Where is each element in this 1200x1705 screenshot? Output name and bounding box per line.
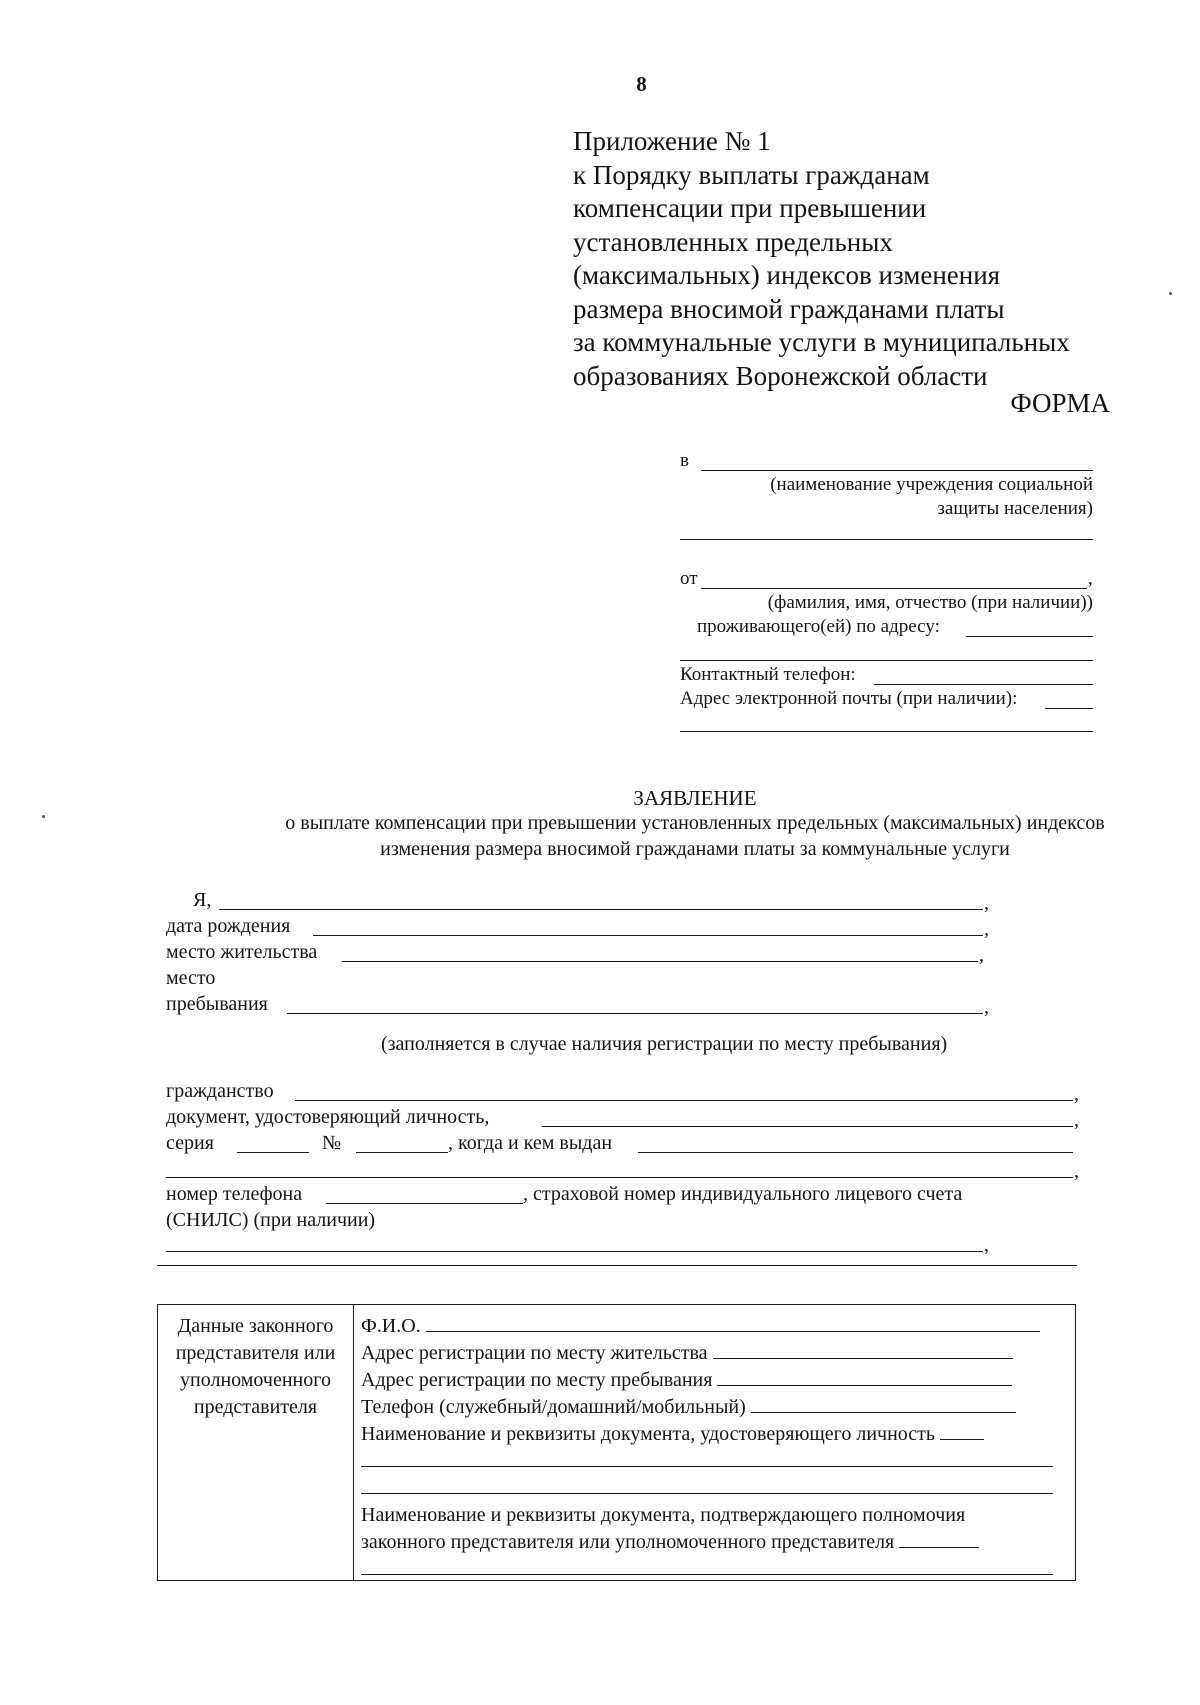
- appendix-line: к Порядку выплаты гражданам: [573, 159, 930, 190]
- form-label: ФОРМА: [1010, 388, 1110, 418]
- institution-field-continued[interactable]: [680, 539, 1093, 540]
- snils-label: , страховой номер индивидуального лицевого счета: [523, 1183, 963, 1205]
- residing-field[interactable]: [966, 636, 1093, 637]
- scan-speck: [42, 815, 45, 818]
- stay-field[interactable]: [287, 1013, 983, 1014]
- name-hint: (фамилия, имя, отчество (при наличии)): [767, 592, 1093, 613]
- series-label: серия: [166, 1132, 214, 1154]
- residence-field[interactable]: [342, 961, 978, 962]
- statement-title: ЗАЯВЛЕНИЕ: [633, 786, 757, 810]
- comma: ,: [984, 918, 989, 940]
- contact-phone-label: Контактный телефон:: [680, 664, 856, 685]
- table-divider: [353, 1305, 354, 1580]
- stay-label: место: [166, 967, 216, 989]
- email-field[interactable]: [1045, 708, 1093, 709]
- comma: ,: [1074, 1083, 1079, 1105]
- citizenship-field[interactable]: [295, 1100, 1073, 1101]
- comma: ,: [984, 892, 989, 914]
- rep-auth-doc-label: законного представителя или уполномоченного представителя: [361, 1531, 895, 1553]
- reg-residence-label: Адрес регистрации по месту жительства: [361, 1342, 708, 1364]
- phone-field[interactable]: [326, 1203, 523, 1204]
- birth-date-field[interactable]: [313, 935, 983, 936]
- issued-label: , когда и кем выдан: [448, 1132, 613, 1154]
- representative-fields: [361, 1313, 1061, 1583]
- institution-hint: защиты населения): [937, 498, 1093, 519]
- email-field-continued[interactable]: [680, 731, 1093, 732]
- rep-phone-label: Телефон (служебный/домашний/мобильный): [361, 1396, 746, 1418]
- snils-label: (СНИЛС) (при наличии): [166, 1209, 376, 1231]
- number-field[interactable]: [356, 1152, 448, 1153]
- rep-reg-stay-field[interactable]: [717, 1367, 1012, 1386]
- rep-phone-field[interactable]: [751, 1394, 1016, 1413]
- number-label: №: [322, 1132, 342, 1154]
- from-prefix: от: [680, 568, 698, 589]
- appendix-line: за коммунальные услуги в муниципальных: [573, 327, 1070, 357]
- snils-field[interactable]: [166, 1251, 983, 1252]
- i-label: Я,: [193, 889, 212, 911]
- appendix-line: образованиях Воронежской области: [573, 360, 988, 391]
- phone-label: номер телефона: [166, 1183, 303, 1205]
- stay-hint: (заполняется в случае наличия регистрации по месту пребывания): [381, 1033, 948, 1055]
- residing-label: проживающего(ей) по адресу:: [697, 616, 940, 637]
- contact-phone-field[interactable]: [874, 684, 1093, 685]
- residing-field-continued[interactable]: [680, 660, 1093, 661]
- statement-subtitle: о выплате компенсации при превышении установленных предельных (максимальных) индексов: [285, 812, 1105, 834]
- appendix-line: размера вносимой гражданами платы: [573, 293, 1005, 324]
- comma: ,: [1074, 1160, 1079, 1182]
- comma: ,: [1088, 568, 1093, 589]
- rep-id-doc-field-continued[interactable]: [361, 1475, 1053, 1494]
- id-doc-label: документ, удостоверяющий личность,: [166, 1106, 490, 1128]
- appendix-line: Приложение № 1: [573, 126, 771, 156]
- rep-fio-field[interactable]: [426, 1313, 1040, 1332]
- citizenship-label: гражданство: [166, 1080, 274, 1102]
- birth-date-label: дата рождения: [166, 915, 291, 937]
- institution-field[interactable]: [701, 470, 1093, 471]
- to-prefix: в: [680, 450, 689, 471]
- rep-auth-doc-field[interactable]: [899, 1529, 979, 1548]
- rep-id-doc-label: Наименование и реквизиты документа, удостоверяющего личность: [361, 1423, 936, 1445]
- comma: ,: [984, 996, 989, 1018]
- applicant-fio-field[interactable]: [219, 909, 983, 910]
- rep-auth-doc-label: Наименование и реквизиты документа, подтверждающего полномочия: [361, 1504, 966, 1526]
- representative-table: [157, 1304, 1076, 1581]
- issued-field-continued[interactable]: [166, 1177, 1073, 1178]
- fio-label: Ф.И.О.: [361, 1315, 421, 1337]
- id-doc-field[interactable]: [542, 1126, 1073, 1127]
- snils-field-continued[interactable]: [157, 1265, 1077, 1266]
- page-number: 8: [636, 72, 647, 96]
- issued-field[interactable]: [638, 1152, 1073, 1153]
- rep-id-doc-field-continued[interactable]: [361, 1448, 1053, 1467]
- statement-subtitle: изменения размера вносимой гражданами платы за коммунальные услуги: [380, 838, 1010, 860]
- rep-id-doc-field[interactable]: [940, 1421, 984, 1440]
- stay-label: пребывания: [166, 993, 268, 1015]
- series-field[interactable]: [237, 1152, 309, 1153]
- appendix-line: компенсации при превышении: [573, 193, 927, 223]
- appendix-header: [573, 125, 1070, 393]
- residence-label: место жительства: [166, 941, 318, 963]
- comma: ,: [984, 1234, 989, 1256]
- comma: ,: [1074, 1109, 1079, 1131]
- comma: ,: [979, 944, 984, 966]
- representative-label: Данные законного представителя или уполномоченного представителя: [175, 1315, 336, 1418]
- institution-hint: (наименование учреждения социальной: [770, 474, 1093, 495]
- email-label: Адрес электронной почты (при наличии):: [680, 688, 1018, 709]
- rep-reg-residence-field[interactable]: [713, 1340, 1013, 1359]
- appendix-line: (максимальных) индексов изменения: [573, 260, 1001, 290]
- reg-stay-label: Адрес регистрации по месту пребывания: [361, 1369, 713, 1391]
- rep-auth-doc-field-continued[interactable]: [361, 1556, 1053, 1575]
- scan-speck: [1169, 292, 1172, 295]
- appendix-line: установленных предельных: [573, 226, 893, 257]
- applicant-name-field[interactable]: [701, 588, 1087, 589]
